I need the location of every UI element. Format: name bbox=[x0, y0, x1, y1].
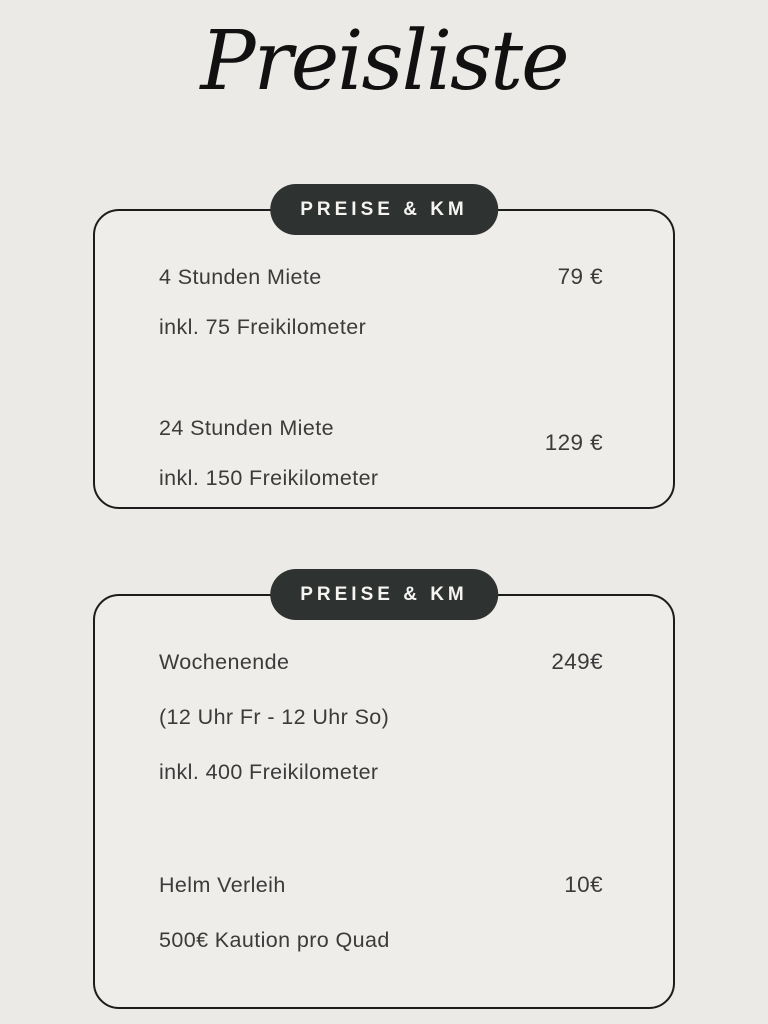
price-group-24h bbox=[159, 414, 603, 492]
price-lines bbox=[159, 414, 545, 492]
price-lines bbox=[159, 871, 564, 954]
price-lines bbox=[159, 648, 551, 786]
price-value: 79 € bbox=[557, 264, 603, 289]
price-line-label: 24 Stunden Miete bbox=[159, 416, 334, 440]
price-card-weekend bbox=[93, 583, 675, 1009]
price-lines bbox=[159, 263, 558, 341]
price-group-weekend bbox=[159, 648, 603, 786]
price-group-4h bbox=[159, 263, 603, 341]
price-line-label: Wochenende bbox=[159, 650, 290, 674]
price-line-detail: (12 Uhr Fr - 12 Uhr So) bbox=[159, 705, 390, 729]
price-line-label: Helm Verleih bbox=[159, 873, 286, 897]
price-value: 129 € bbox=[544, 430, 603, 455]
card-badge bbox=[270, 569, 498, 620]
card-badge bbox=[270, 184, 498, 235]
price-line-detail: inkl. 75 Freikilometer bbox=[159, 315, 367, 339]
price-group-helmet bbox=[159, 871, 603, 954]
price-line-detail: inkl. 400 Freikilometer bbox=[159, 760, 379, 784]
price-line-detail: inkl. 150 Freikilometer bbox=[159, 466, 379, 490]
price-line-label: 4 Stunden Miete bbox=[159, 265, 322, 289]
price-line-detail: 500€ Kaution pro Quad bbox=[159, 928, 390, 952]
page-title: Preisliste bbox=[200, 14, 568, 109]
price-card-hours bbox=[93, 198, 675, 509]
badge-label: PREISE & KM bbox=[300, 583, 468, 605]
price-value: 249€ bbox=[551, 649, 603, 674]
price-value: 10€ bbox=[564, 872, 603, 897]
badge-label: PREISE & KM bbox=[300, 198, 468, 220]
